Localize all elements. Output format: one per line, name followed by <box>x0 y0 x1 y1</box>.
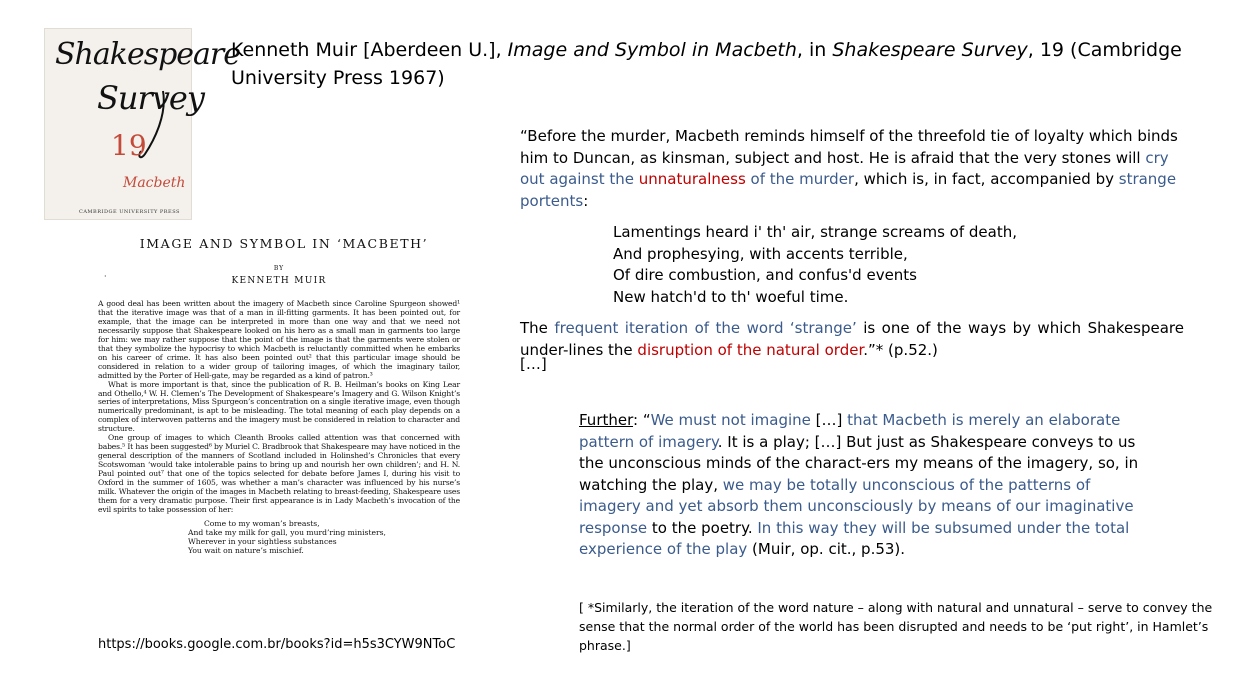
further-paragraph <box>579 410 1139 561</box>
further-label: Further <box>579 411 634 429</box>
scan-verse-line: Wherever in your sightless substances <box>188 536 337 546</box>
cover-title-line1: Shakespeare <box>55 37 241 72</box>
further-text: to the poetry. <box>647 518 758 537</box>
poem-excerpt <box>613 222 1017 308</box>
further-text: […] <box>810 411 848 429</box>
book-cover <box>44 28 241 220</box>
quote-highlight: of the murder <box>745 170 855 188</box>
quote-highlight: cry out against the <box>520 148 1169 188</box>
citation-journal: Shakespeare Survey <box>832 39 1028 61</box>
quote-paragraph <box>520 126 1184 212</box>
scan-verse-line: You wait on nature’s mischief. <box>188 545 304 555</box>
scan-author: KENNETH MUIR <box>231 276 327 286</box>
cover-title-line2: Survey <box>97 79 204 117</box>
scan-verse <box>188 519 460 555</box>
scan-paragraph: What is more important is that, since the publication of R. B. Heilman’s books on King Lear and Othello,⁴ W. H. Clemen’s The Development of Shakespeare’s Imagery and G. Wilson Knight’s series of interpretations, Miss Spurgeon’s concentration on a single iterative image, even though numerically predominant, is apt to be misleading. The total meaning of each play depends on a complex of interwoven patterns and the imagery must be considered in relation to character and structure. <box>98 379 460 434</box>
citation <box>231 36 1211 92</box>
iteration-text: The <box>520 319 555 337</box>
iteration-paragraph <box>520 318 1184 361</box>
iteration-highlight: frequent iteration of the word ‘strange’ <box>554 319 857 337</box>
citation-mid: , in <box>796 39 833 61</box>
quote-highlight: strange portents <box>520 170 1177 210</box>
source-url[interactable]: https://books.google.com.br/books?id=h5s3CYW9NToC <box>98 637 456 652</box>
further-text: : “ <box>633 411 651 429</box>
citation-work: Image and Symbol in Macbeth <box>507 39 797 61</box>
scan-mark: · <box>104 272 107 281</box>
scan-verse-line: And take my milk for gall, you murd’ring ministers, <box>188 527 386 537</box>
cover-publisher: CAMBRIDGE UNIVERSITY PRESS <box>79 209 180 215</box>
poem-line: Of dire combustion, and confus'd events <box>613 266 917 284</box>
further-highlight: In this way they will be subsumed under the total experience of the play <box>579 518 1130 558</box>
poem-line: And prophesying, with accents terrible, <box>613 244 908 263</box>
ellipsis: […] <box>520 355 547 373</box>
iteration-text: is one of the ways by which Shakespeare under-lines the <box>520 319 1184 359</box>
scan-paragraph: One group of images to which Cleanth Brooks called attention was that concerned with babes.⁵ It has been suggested⁶ by Muriel C. Bradbrook that Shakespeare may have noticed in the general description of the manners of Scotland included in Holinshed’s Chronicles that every Scotswoman ‘would take intolerable pains to bring up and nourish her own children’; and H. N. Paul pointed out⁷ that one of the topics selected for debate before James I, during his visit to Oxford in the summer of 1605, was whether a man’s character was influenced by his nurse’s milk. Whatever the origin of the images in Macbeth relating to breast-feeding, Shakespeare uses them for a very dramatic purpose. Their first appearance is in Lady Macbeth’s invocation of the evil spirits to take possession of her: <box>98 433 460 514</box>
further-highlight: we may be totally unconscious of the patterns of imagery and yet absorb them unconsciously by means of our imaginative response <box>579 475 1134 537</box>
iteration-highlight-red: disruption of the natural order <box>637 340 864 359</box>
scan-verse-line: Come to my woman’s breasts, <box>204 518 320 528</box>
cover-subtitle: Macbeth <box>123 175 186 191</box>
citation-rest: , 19 (Cambridge University Press 1967) <box>231 39 1182 89</box>
further-highlight: We must not imagine <box>650 411 811 429</box>
citation-author: Kenneth Muir [Aberdeen U.], <box>231 39 508 61</box>
quote-text: : <box>583 191 589 210</box>
scan-body <box>98 300 460 515</box>
scan-heading: IMAGE AND SYMBOL IN ‘MACBETH’ <box>139 236 429 251</box>
scan-by: BY <box>273 265 285 272</box>
quote-text: , which is, in fact, accompanied by <box>854 170 1119 188</box>
further-highlight: that Macbeth is merely an elaborate pattern of imagery <box>579 411 1121 451</box>
quote-highlight-red: unnaturalness <box>638 170 746 188</box>
cover-volume-number: 19 <box>111 129 147 162</box>
footnote: [ *Similarly, the iteration of the word nature – along with natural and unnatural – serve to convey the sense that the normal order of the world has been disrupted and needs to be ‘put right’, in Hamlet’s phrase.] <box>579 600 1213 653</box>
scan-paragraph: A good deal has been written about the imagery of Macbeth since Caroline Spurgeon showed¹ that the iterative image was that of a man in ill-fitting garments. It has been pointed out, for example, that the image can be interpreted in more than one way and that we need not necessarily suppose that Shakespeare looked on his hero as a small man in garments too large for him: we may rather suppose that the point of the image is that the garments were stolen or that they symbolize the hypocrisy to which Macbeth is reluctantly committed when he embarks on his career of crime. It has also been pointed out² that this particular image should be considered in relation to a wider group of tailoring images, of which the imaginary tailor, admitted by the Porter of Hell-gate, may be regarded as a kind of patron.³ <box>98 299 460 380</box>
iteration-text: .”* (p.52.) <box>863 340 938 359</box>
further-text: (Muir, op. cit., p.53). <box>747 540 906 558</box>
further-text: . It is a play; […] But just as Shakespeare conveys to us the unconscious minds of the charact-ers my means of the imagery, so, in watching the play, <box>579 432 1139 494</box>
poem-line: Lamentings heard i' th' air, strange screams of death, <box>613 223 1017 241</box>
quote-text: “Before the murder, Macbeth reminds himself of the threefold tie of loyalty which binds him to Duncan, as kinsman, subject and host. He is afraid that the very stones will <box>520 127 1178 167</box>
poem-line: New hatch'd to th' woeful time. <box>613 287 849 306</box>
book-page-scan <box>98 236 460 555</box>
